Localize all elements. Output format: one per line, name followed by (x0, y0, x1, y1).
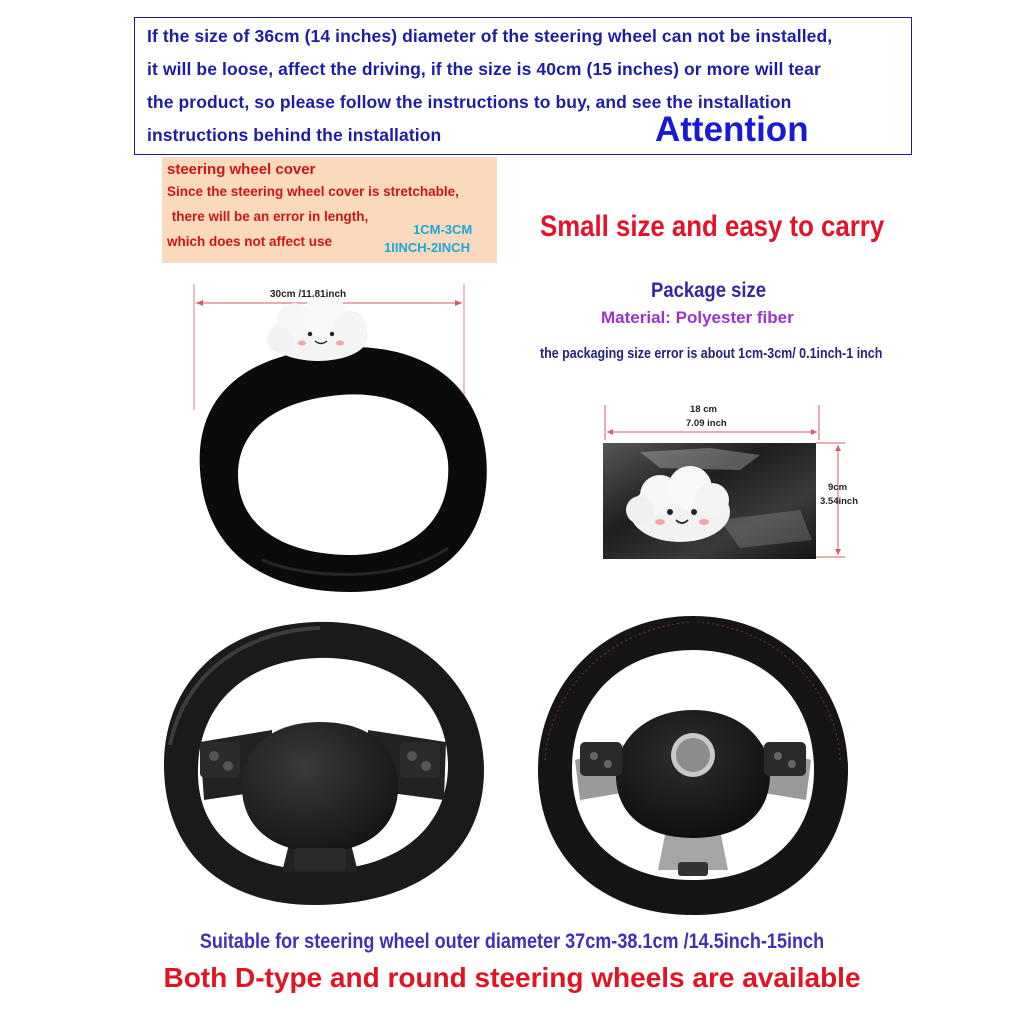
cover-note-line-1: Since the steering wheel cover is stretchable, (167, 184, 459, 199)
package-width-cm: 18 cm (690, 404, 717, 415)
black-plush-cover (200, 347, 487, 592)
tolerance-inch: 1IINCH-2INCH (384, 240, 470, 255)
cover-note-line-2: there will be an error in length, (168, 209, 369, 224)
steering-wheel-round (538, 616, 848, 915)
wheel-types-text: Both D-type and round steering wheels are available (163, 962, 861, 993)
attention-heading: Attention (655, 110, 809, 149)
fit-diameter-text (0, 930, 1024, 954)
package-height-cm: 9cm (828, 482, 848, 493)
tolerance-cm: 1CM-3CM (413, 222, 473, 237)
steering-wheel-d-type (164, 622, 484, 905)
tagline: Small size and easy to carry (540, 210, 885, 243)
package-error-note: the packaging size error is about 1cm-3cm/ 0.1inch-1 inch (540, 346, 883, 362)
package-width-inch: 7.09 inch (686, 418, 727, 429)
package-photo (603, 443, 816, 559)
package-height-inch: 3.54inch (820, 496, 859, 507)
notice-line-4: instructions behind the installation (147, 125, 442, 145)
cover-note-title: steering wheel cover (167, 161, 316, 178)
cover-note-line-3: which does not affect use (167, 234, 333, 249)
notice-line-1: If the size of 36cm (14 inches) diameter of the steering wheel can not be installed, (147, 26, 833, 46)
cover-width-label: 30cm /11.81inch (270, 289, 347, 300)
notice-line-2: it will be loose, affect the driving, if the size is 40cm (15 inches) or more will tear (147, 59, 821, 79)
notice-line-3: the product, so please follow the instructions to buy, and see the installation (147, 92, 792, 112)
cloud-decoration-icon (267, 294, 368, 361)
material-label: Material: Polyester fiber (601, 308, 794, 327)
package-size-title: Package size (651, 279, 767, 302)
fit-diameter-label: Suitable for steering wheel outer diameter 37cm-38.1cm /14.5inch-15inch (199, 930, 825, 953)
